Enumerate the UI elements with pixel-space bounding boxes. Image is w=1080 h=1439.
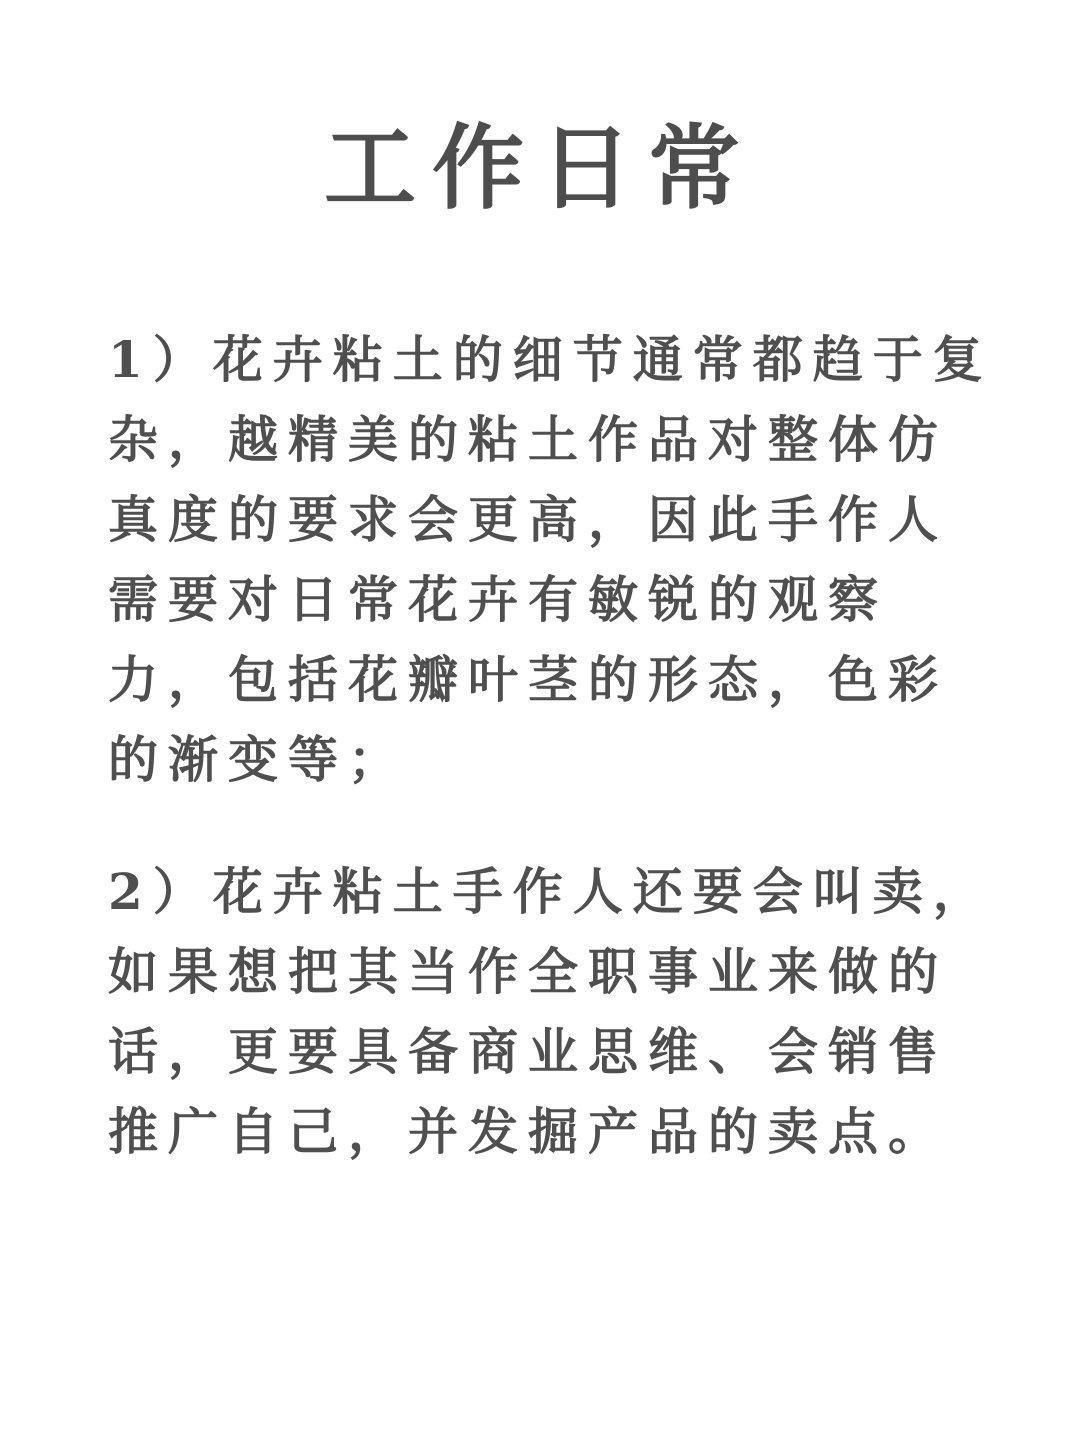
paragraph-line: 真度的要求会更高，因此手作人 — [108, 490, 948, 549]
page-title: 工作日常 — [323, 114, 756, 222]
paragraph-line: 需要对日常花卉有敏锐的观察 — [108, 570, 888, 629]
paragraph-2 — [108, 852, 993, 1172]
paragraph-line: 杂，越精美的粘土作品对整体仿 — [108, 410, 948, 469]
paragraph-line: 推广自己，并发掘产品的卖点。 — [108, 1102, 948, 1161]
paragraph-1 — [108, 320, 993, 800]
paragraph-line: 2）花卉粘土手作人还要会叫卖， — [108, 862, 993, 921]
paragraph-line: 1）花卉粘土的细节通常都趋于复 — [108, 330, 993, 389]
paragraph-line: 话，更要具备商业思维、会销售 — [108, 1022, 948, 1081]
paragraph-line: 力，包括花瓣叶茎的形态，色彩 — [108, 650, 948, 709]
paragraph-line: 如果想把其当作全职事业来做的 — [108, 942, 948, 1001]
paragraph-line: 的渐变等； — [108, 730, 408, 789]
